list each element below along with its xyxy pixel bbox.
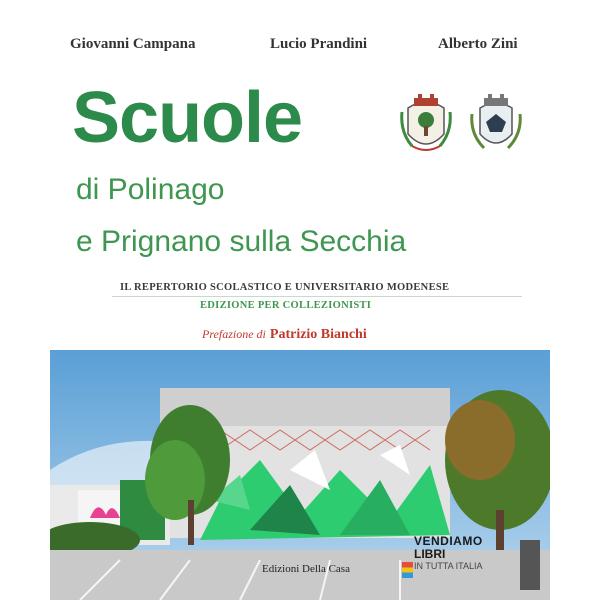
- series-line: IL REPERTORIO SCOLASTICO E UNIVERSITARIO MODENESE: [120, 282, 450, 293]
- badge-line3: IN TUTTA ITALIA: [414, 561, 483, 571]
- divider: [112, 296, 522, 297]
- preface-line: [202, 325, 367, 343]
- sales-badge: [402, 534, 522, 594]
- publisher-name: Edizioni Della Casa: [262, 563, 350, 575]
- book-title: Scuole: [72, 78, 303, 158]
- author-name: Giovanni Campana: [70, 36, 196, 52]
- author-name: Lucio Prandini: [270, 36, 368, 52]
- preface-label: Prefazione di: [202, 327, 266, 341]
- crest-polinago-icon: [398, 92, 454, 158]
- preface-author: Patrizio Bianchi: [269, 327, 367, 342]
- badge-line1: VENDIAMO: [414, 534, 483, 548]
- author-name: Alberto Zini: [438, 36, 518, 52]
- badge-line2: LIBRI: [414, 547, 446, 561]
- crest-prignano-icon: [468, 92, 524, 158]
- authors-row: [0, 36, 600, 56]
- edition-line: EDIZIONE PER COLLEZIONISTI: [200, 300, 372, 311]
- book-subtitle-line2: e Prignano sulla Secchia: [76, 225, 407, 258]
- flag-icon: [402, 562, 413, 578]
- book-subtitle-line1: di Polinago: [76, 173, 225, 206]
